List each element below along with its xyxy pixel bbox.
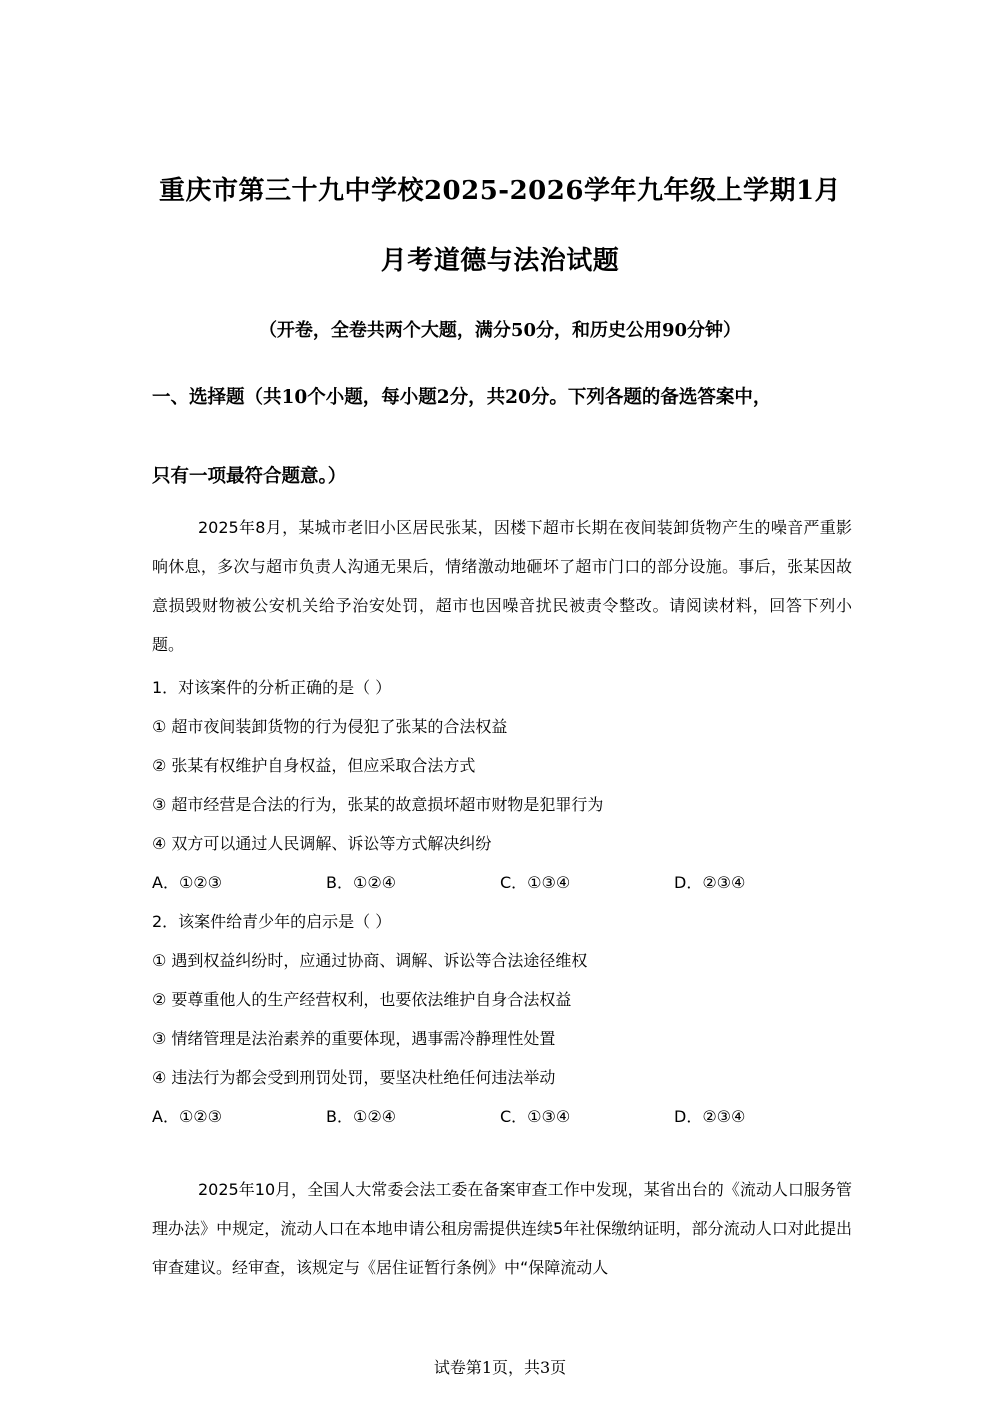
question-2-option-b[interactable]: B．①②④: [326, 1107, 397, 1126]
question-1-item-4: ④ 双方可以通过人民调解、诉讼等方式解决纠纷: [152, 834, 492, 853]
question-2-option-a[interactable]: A．①②③: [152, 1107, 222, 1126]
reading-material-1: 2025年8月，某城市老旧小区居民张某，因楼下超市长期在夜间装卸货物产生的噪音严重影响休息，多次与超市负责人沟通无果后，情绪激动地砸坏了超市门口的部分设施。事后，张某因故意损毁财物被公安机关给予治安处罚，超市也因噪音扰民被责令整改。请阅读材料，回答下列小题。: [152, 518, 852, 654]
question-1-option-d[interactable]: D．②③④: [674, 873, 746, 892]
question-2-option-d[interactable]: D．②③④: [674, 1107, 746, 1126]
question-1-option-b[interactable]: B．①②④: [326, 873, 397, 892]
exam-title-line-2: 月考道德与法治试题: [380, 246, 620, 276]
question-1-item-2: ② 张某有权维护自身权益，但应采取合法方式: [152, 756, 476, 775]
question-2-item-3: ③ 情绪管理是法治素养的重要体现，遇事需冷静理性处置: [152, 1029, 556, 1048]
page-footer: 试卷第1页，共3页: [433, 1358, 567, 1377]
exam-title-line-1: 重庆市第三十九中学校2025-2026学年九年级上学期1月: [158, 176, 842, 206]
question-2-item-4: ④ 违法行为都会受到刑罚处罚，要坚决杜绝任何违法举动: [152, 1068, 556, 1087]
question-2-option-c[interactable]: C．①③④: [500, 1107, 571, 1126]
question-1-item-3: ③ 超市经营是合法的行为，张某的故意损坏超市财物是犯罪行为: [152, 795, 604, 814]
question-1-item-1: ① 超市夜间装卸货物的行为侵犯了张某的合法权益: [152, 717, 508, 736]
question-1-option-c[interactable]: C．①③④: [500, 873, 571, 892]
question-2-stem: 2．该案件给青少年的启示是（ ）: [152, 912, 392, 931]
question-1-option-a[interactable]: A．①②③: [152, 873, 222, 892]
question-2-item-2: ② 要尊重他人的生产经营权利，也要依法维护自身合法权益: [152, 990, 572, 1009]
reading-material-2: 2025年10月，全国人大常委会法工委在备案审查工作中发现，某省出台的《流动人口服务管理办法》中规定，流动人口在本地申请公租房需提供连续5年社保缴纳证明，部分流动人口对此提出审查建议。经审查，该规定与《居住证暂行条例》中“保障流动人: [152, 1180, 852, 1277]
section-heading-line-2: 只有一项最符合题意。）: [152, 466, 347, 487]
question-2-item-1: ① 遇到权益纠纷时，应通过协商、调解、诉讼等合法途径维权: [152, 951, 588, 970]
exam-subtitle: （开卷，全卷共两个大题，满分50分，和历史公用90分钟）: [258, 320, 742, 341]
section-heading-line-1: 一、选择题（共10个小题，每小题2分，共20分。下列各题的备选答案中，: [152, 387, 772, 408]
question-1-stem: 1．对该案件的分析正确的是（ ）: [152, 678, 392, 697]
